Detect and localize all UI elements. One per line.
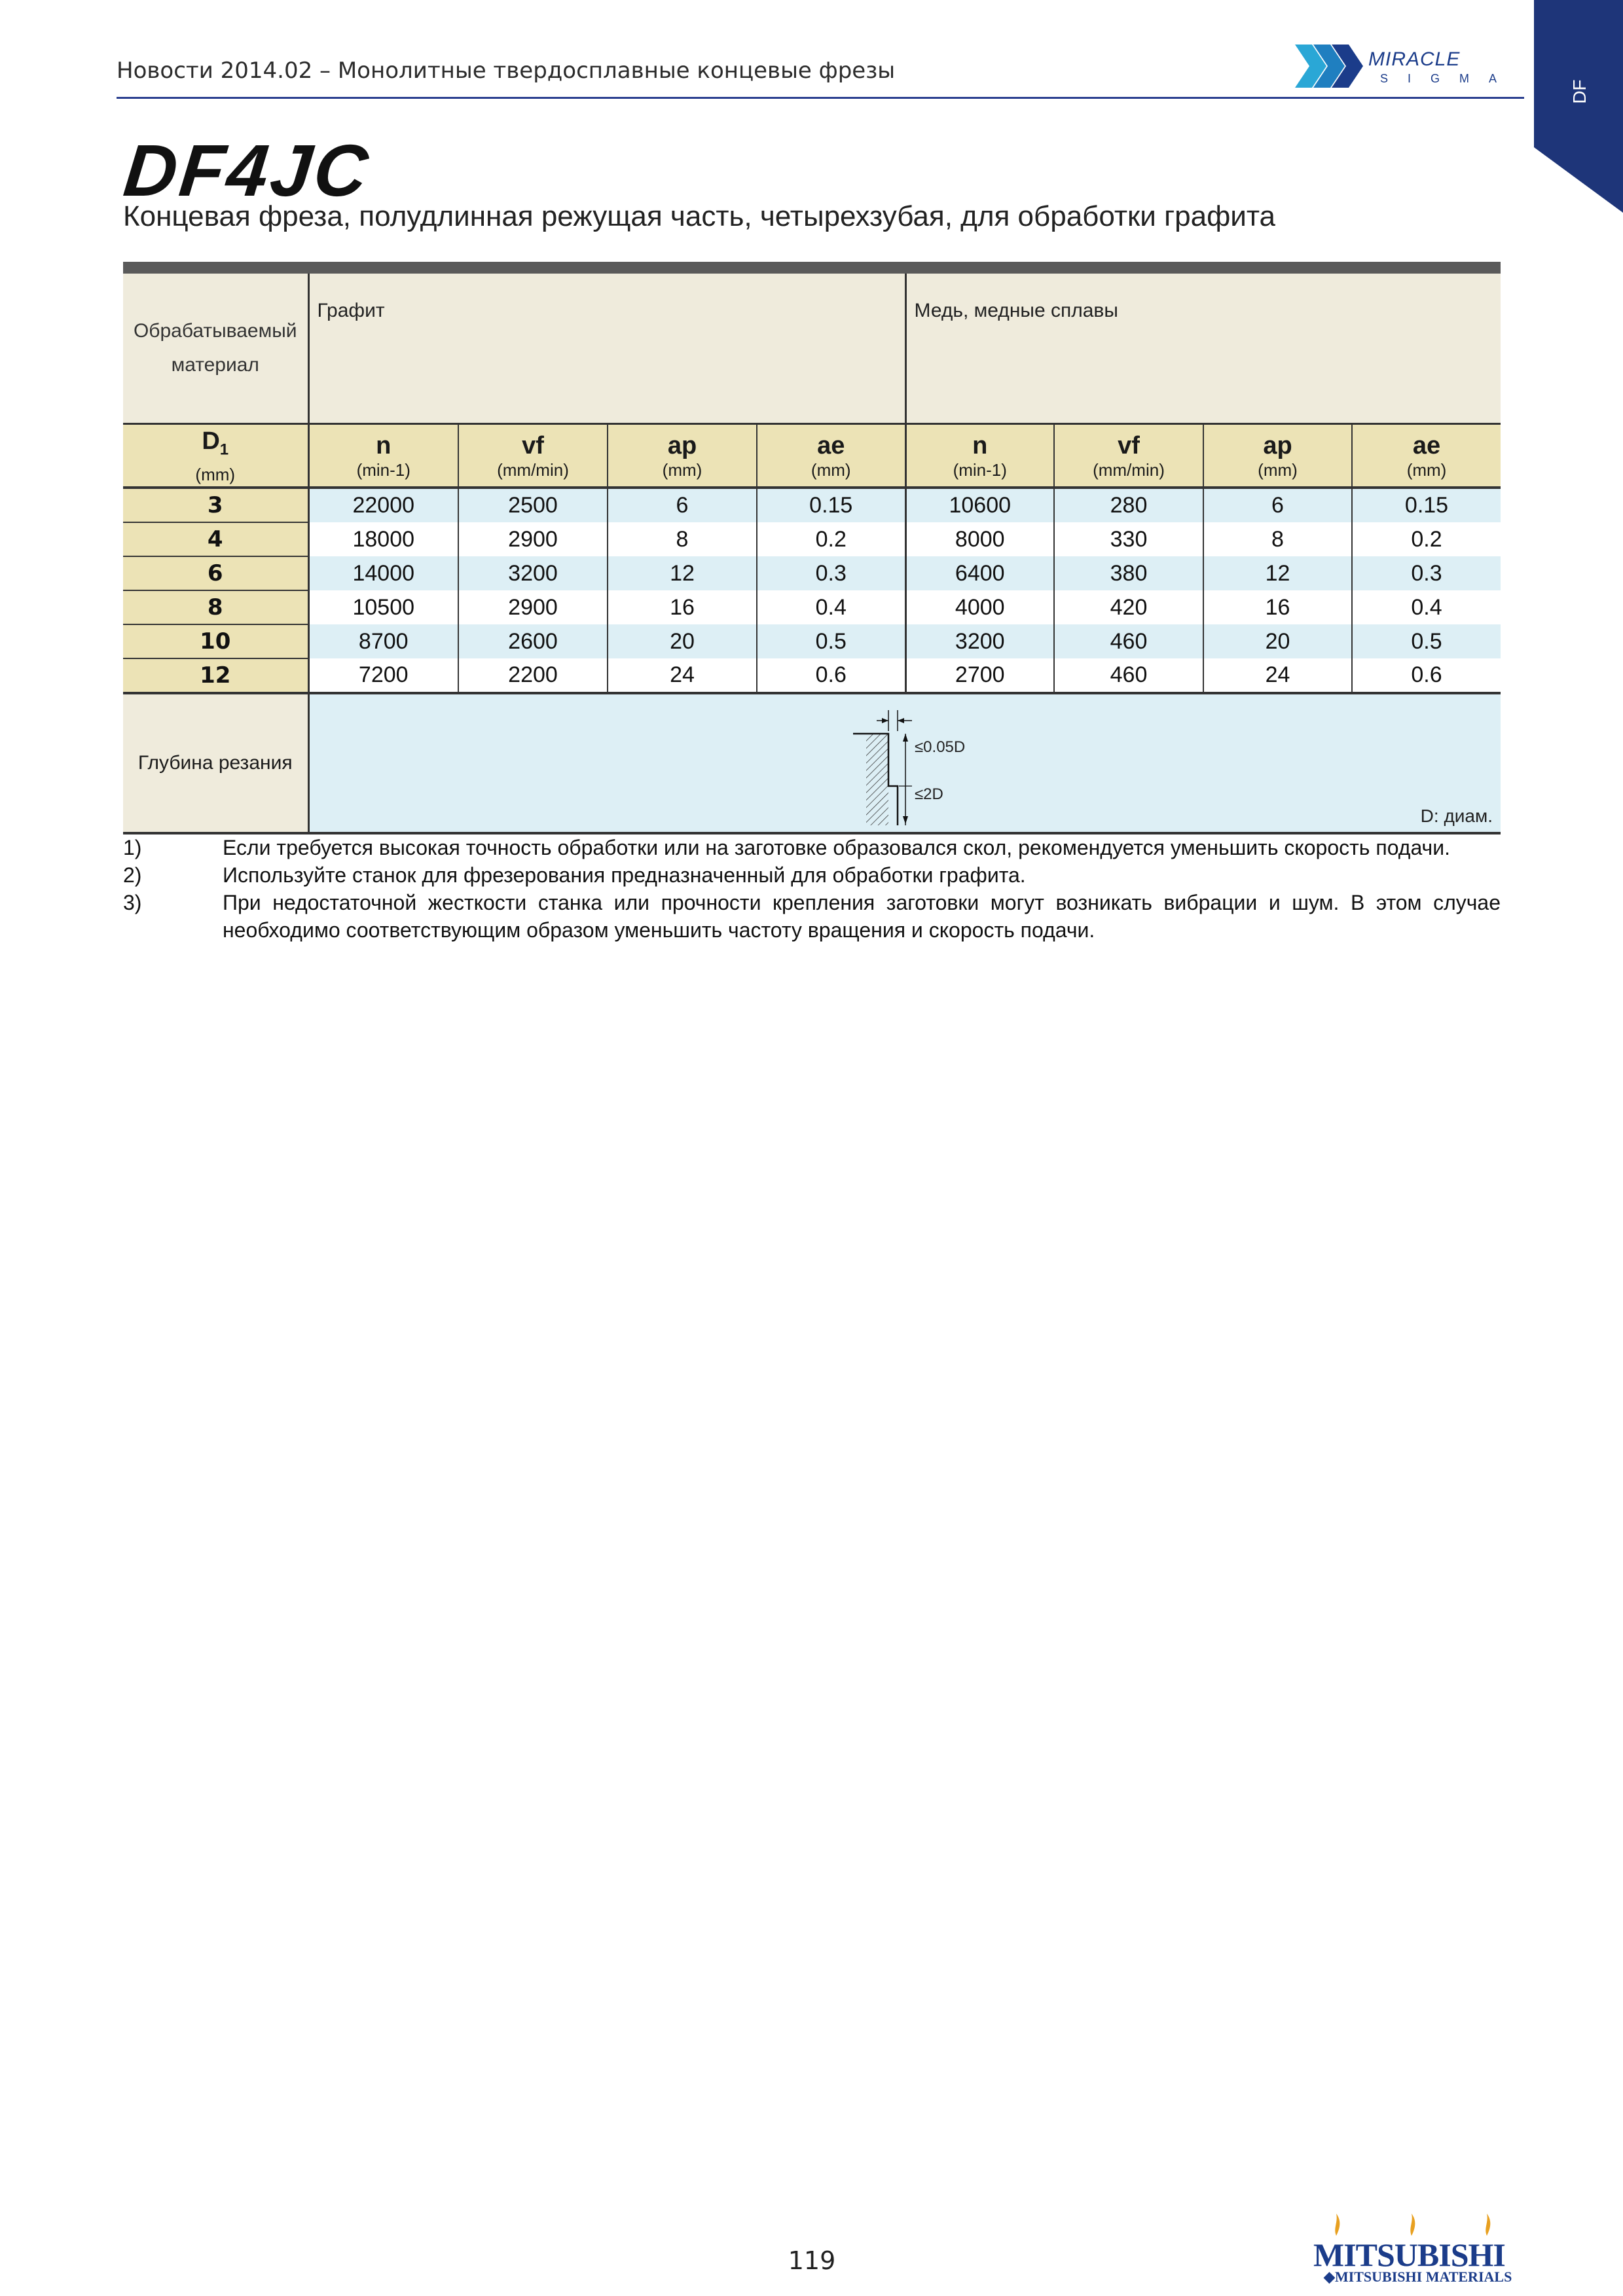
value-cell: 2900: [458, 590, 608, 624]
col-unit: (mm): [662, 460, 702, 480]
value-cell: 0.2: [757, 522, 905, 556]
value-cell: 0.15: [1352, 488, 1501, 522]
diameter-unit: (mm): [195, 464, 236, 484]
material-label: Обрабатываемый материал: [123, 274, 308, 424]
value-cell: 2200: [458, 658, 608, 693]
diameter-cell: 4: [123, 522, 308, 556]
value-cell: 12: [1203, 556, 1352, 590]
col-symbol: n: [376, 432, 392, 459]
value-cell: 0.15: [757, 488, 905, 522]
note-item: [123, 861, 1501, 889]
ae-limit-label: ≤0.05D: [914, 738, 965, 756]
notes-list: [123, 834, 1501, 944]
col-header: [757, 424, 905, 488]
value-cell: 7200: [308, 658, 458, 693]
note-text: При недостаточной жесткости станка или прочности крепления заготовки могут возникать вибрации и шум. В этом случае необходимо соответствующим образом уменьшить частоту вращения и скорость подачи.: [223, 891, 1501, 942]
col-symbol: n: [972, 432, 988, 459]
col-symbol: ae: [1412, 432, 1441, 459]
value-cell: 280: [1054, 488, 1203, 522]
col-symbol: ap: [1263, 432, 1292, 459]
brand-subname: [1324, 2269, 1512, 2286]
col-unit: (mm/min): [497, 460, 569, 480]
cutting-depth-diagram: [840, 708, 1010, 825]
diameter-note: D: диам.: [1420, 806, 1493, 826]
value-cell: 0.4: [1352, 590, 1501, 624]
ap-limit-label: ≤2D: [914, 785, 943, 803]
brand-name: MITSUBISHI: [1313, 2236, 1505, 2273]
table-row: [123, 522, 1501, 556]
value-cell: 12: [608, 556, 757, 590]
col-unit: (mm): [1258, 460, 1298, 480]
value-cell: 14000: [308, 556, 458, 590]
table-top-bar: [123, 262, 1501, 274]
section-tab-label: DF: [1569, 79, 1590, 104]
miracle-sigma-logo: [1295, 43, 1517, 96]
material-copper: Медь, медные сплавы: [905, 274, 1501, 424]
header-rule: [117, 97, 1524, 99]
col-unit: (min-1): [953, 460, 1007, 480]
flame-icons: [1313, 2211, 1510, 2237]
table-row: [123, 624, 1501, 658]
col-header: [905, 424, 1054, 488]
value-cell: 2600: [458, 624, 608, 658]
value-cell: 2900: [458, 522, 608, 556]
note-number: 2): [123, 863, 142, 887]
cutting-depth-label: Глубина резания: [123, 693, 308, 833]
value-cell: 460: [1054, 624, 1203, 658]
value-cell: 16: [1203, 590, 1352, 624]
value-cell: 6400: [905, 556, 1054, 590]
col-unit: (mm/min): [1093, 460, 1165, 480]
diameter-cell: 12: [123, 658, 308, 693]
diameter-cell: 8: [123, 590, 308, 624]
value-cell: 10600: [905, 488, 1054, 522]
value-cell: 0.2: [1352, 522, 1501, 556]
value-cell: 3200: [458, 556, 608, 590]
table-row: [123, 658, 1501, 693]
col-header: [1203, 424, 1352, 488]
value-cell: 2500: [458, 488, 608, 522]
product-title: DF4JC: [120, 130, 374, 211]
value-cell: 8: [1203, 522, 1352, 556]
note-number: 3): [123, 891, 142, 914]
col-unit: (min-1): [356, 460, 410, 480]
col-header: [1352, 424, 1501, 488]
value-cell: 8000: [905, 522, 1054, 556]
chevron-logo-icon: [1295, 43, 1367, 89]
col-header: [458, 424, 608, 488]
page-header-title: Новости 2014.02 – Монолитные твердосплавные концевые фрезы: [117, 58, 896, 84]
value-cell: 24: [608, 658, 757, 693]
cutting-conditions-table: [123, 262, 1501, 834]
table-row: [123, 488, 1501, 522]
note-number: 1): [123, 836, 142, 859]
mitsubishi-logo: [1308, 2211, 1518, 2283]
value-cell: 22000: [308, 488, 458, 522]
workpiece-hatch: [866, 734, 888, 825]
page-number: 119: [788, 2246, 836, 2275]
header-row: [123, 424, 1501, 488]
note-text: Если требуется высокая точность обработки или на заготовке образовался скол, рекомендуется уменьшить скорость подачи.: [223, 836, 1450, 859]
material-row: [123, 274, 1501, 424]
diameter-symbol: D: [202, 427, 220, 456]
diameter-header: [123, 424, 308, 488]
value-cell: 4000: [905, 590, 1054, 624]
col-unit: (mm): [811, 460, 851, 480]
value-cell: 6: [608, 488, 757, 522]
value-cell: 380: [1054, 556, 1203, 590]
value-cell: 24: [1203, 658, 1352, 693]
value-cell: 0.6: [757, 658, 905, 693]
value-cell: 0.5: [1352, 624, 1501, 658]
value-cell: 0.5: [757, 624, 905, 658]
value-cell: 460: [1054, 658, 1203, 693]
col-symbol: ae: [817, 432, 845, 459]
diameter-cell: 3: [123, 488, 308, 522]
cutting-depth-row: [123, 693, 1501, 833]
value-cell: 16: [608, 590, 757, 624]
product-subtitle: Концевая фреза, полудлинная режущая часть, четырехзубая, для обработки графита: [123, 200, 1275, 232]
value-cell: 20: [608, 624, 757, 658]
col-header: [308, 424, 458, 488]
value-cell: 330: [1054, 522, 1203, 556]
logo-subtext: SIGMA: [1380, 72, 1517, 85]
diameter-cell: 10: [123, 624, 308, 658]
value-cell: 10500: [308, 590, 458, 624]
table-row: [123, 556, 1501, 590]
col-header: [608, 424, 757, 488]
value-cell: 0.4: [757, 590, 905, 624]
value-cell: 2700: [905, 658, 1054, 693]
col-header: [1054, 424, 1203, 488]
note-text: Используйте станок для фрезерования предназначенный для обработки графита.: [223, 863, 1026, 887]
diameter-subscript: 1: [219, 440, 229, 459]
diameter-cell: 6: [123, 556, 308, 590]
col-symbol: vf: [1118, 432, 1140, 459]
table-row: [123, 590, 1501, 624]
value-cell: 0.3: [757, 556, 905, 590]
col-unit: (mm): [1406, 460, 1447, 480]
value-cell: 8700: [308, 624, 458, 658]
value-cell: 3200: [905, 624, 1054, 658]
col-symbol: vf: [522, 432, 544, 459]
value-cell: 8: [608, 522, 757, 556]
value-cell: 420: [1054, 590, 1203, 624]
col-symbol: ap: [667, 432, 697, 459]
note-item: [123, 889, 1501, 944]
section-tab: [1534, 0, 1623, 213]
three-diamonds-icon: ◆: [1324, 2269, 1335, 2285]
value-cell: 0.3: [1352, 556, 1501, 590]
note-item: [123, 834, 1501, 861]
value-cell: 6: [1203, 488, 1352, 522]
material-graphite: Графит: [308, 274, 905, 424]
logo-text: MIRACLE: [1368, 48, 1461, 70]
brand-subname-text: MITSUBISHI MATERIALS: [1334, 2269, 1512, 2285]
value-cell: 18000: [308, 522, 458, 556]
value-cell: 20: [1203, 624, 1352, 658]
cutting-depth-diagram-cell: [308, 693, 1501, 833]
value-cell: 0.6: [1352, 658, 1501, 693]
